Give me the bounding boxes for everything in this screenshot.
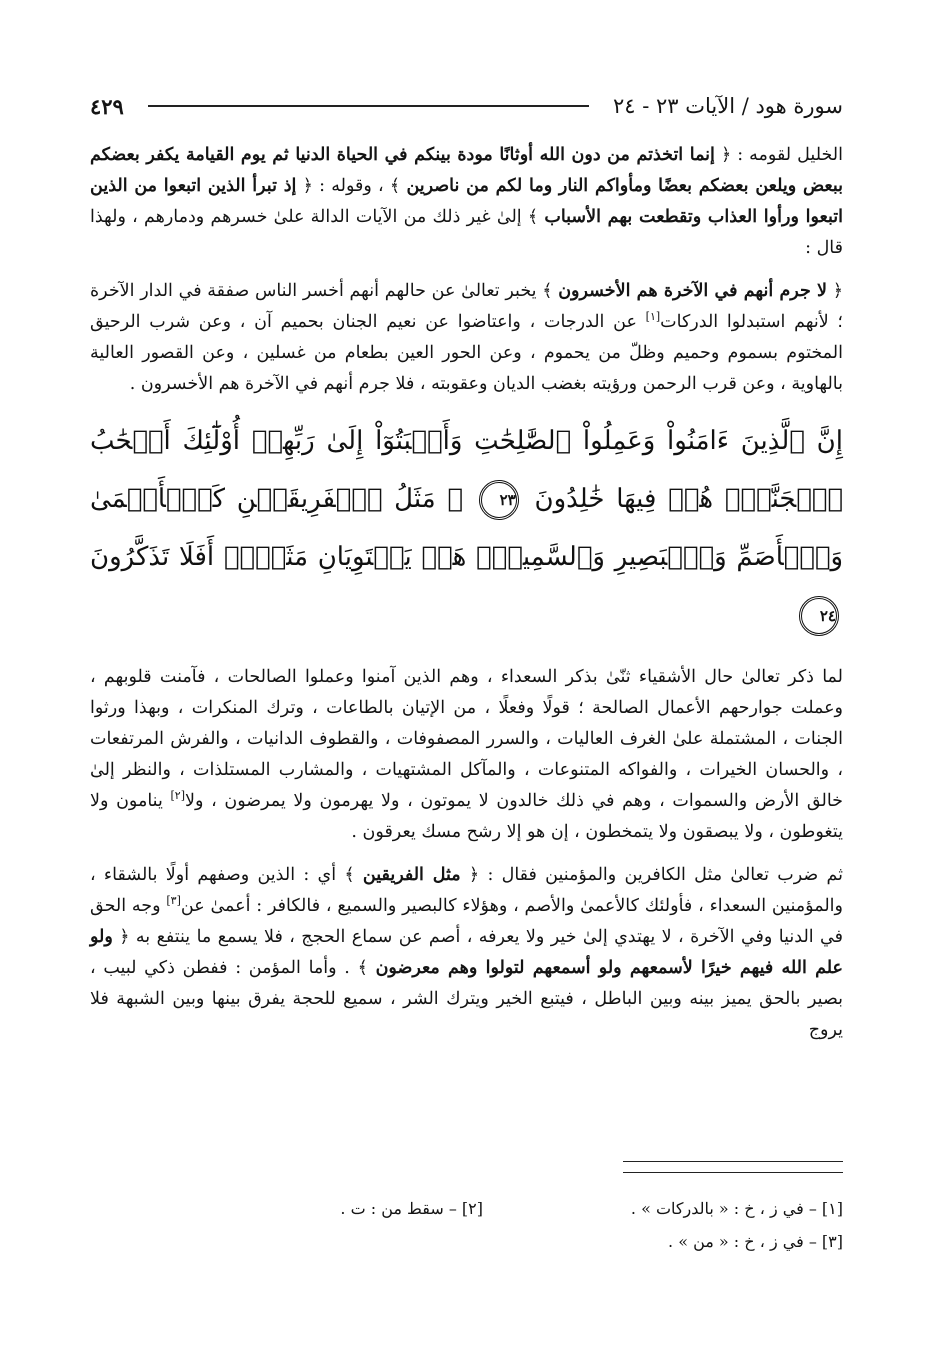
- paragraph-3: لما ذكر تعالىٰ حال الأشقياء ثنّىٰ بذكر السعداء ، وهم الذين آمنوا وعملوا الصالحات ، فآمنت قلوبهم ، وعملت جوارحهم الأعمال الصالحة ؛ قولًا وفعلًا ، من الإتيان بالطاعات ، وترك المنكرات ، وبهذا ورثوا الجنات ، المشتملة علىٰ الغرف العاليات ، والسرر المصفوفات ، والقطوف الدانيات ، والفرش المرتفعات ، والحسان الخيرات ، والفواكه المتنوعات ، والمآكل المشتهيات ، والمشارب المستلذات ، والنظر إلىٰ خالق الأرض والسموات ، وهم في ذلك خالدون لا يموتون ، ولا يهرمون ولا يمرضون ، ولا[٢] ينامون ولا يتغوطون ، ولا يبصقون ولا يتمخطون ، إن هو إلا رشح مسك يعرقون .: [90, 667, 844, 842]
- quran-verse: [90, 412, 843, 644]
- running-title: سورة هود / الآيات ٢٣ - ٢٤: [612, 94, 843, 118]
- page-number: ٤٢٩: [90, 93, 124, 119]
- footnote-3: [٣] – في ز ، خ : « من » .: [668, 1232, 843, 1251]
- verse-23-text: إِنَّ ٱلَّذِينَ ءَامَنُواْ وَعَمِلُواْ ٱلصَّٰلِحَٰتِ وَأَخۡبَتُوٓاْ إِلَىٰ رَبِّهِمۡ أُوْلَٰٓئِكَ أَصۡحَٰبُ ٱلۡجَنَّةِۖ هُمۡ فِيهَا خَٰلِدُونَ: [90, 426, 844, 514]
- verse-24-text: ۞ مَثَلُ ٱلۡفَرِيقَيۡنِ كَٱلۡأَعۡمَىٰ وَٱلۡأَصَمِّ وَٱلۡبَصِيرِ وَٱلسَّمِيعِۚ هَلۡ يَسۡتَوِيَانِ مَثَلًاۚ أَفَلَا تَذَكَّرُونَ: [90, 484, 843, 572]
- paragraph-4: ثم ضرب تعالىٰ مثل الكافرين والمؤمنين فقال : ﴿ مثل الفريقين ﴾ أي : الذين وصفهم أولًا بالشقاء ، والمؤمنين السعداء ، فأولئك كالأعمىٰ والأصم ، وهؤلاء كالبصير والسميع ، فالكافر : أعمىٰ عن[٣] وجه الحق في الدنيا وفي الآخرة ، لا يهتدي إلىٰ خير ولا يعرفه ، أصم عن سماع الحجج ، فلا يسمع ما ينتفع به ﴿ ولو علم الله فيهم خيرًا لأسمعهم ولو أسمعهم لتولوا وهم معرضون ﴾ . وأما المؤمن : ففطن ذكي لبيب ، بصير بالحق يميز بينه وبين الباطل ، فيتبع الخير ويترك الشر ، سميع للحجة يفرق بينها وبين الشبهة فلا يروج: [90, 865, 843, 1040]
- footnote-rule-2: [623, 1172, 843, 1173]
- footnote-1: [١] – في ز ، خ : « بالدركات » .: [630, 1199, 843, 1218]
- page-body: [90, 140, 843, 1058]
- footnote-2: [٢] – سقط من : ت .: [340, 1199, 483, 1218]
- paragraph-1: الخليل لقومه : ﴿ إنما اتخذتم من دون الله أوثانًا مودة بينكم في الحياة الدنيا ثم يوم القيامة يكفر بعضكم ببعض ويلعن بعضكم بعضًا ومأواكم النار وما لكم من ناصرين ﴾ ، وقوله : ﴿ إذ تبرأ الذين اتبعوا من الذين اتبعوا ورأوا العذاب وتقطعت بهم الأسباب ﴾ إلىٰ غير ذلك من الآيات الدالة علىٰ خسرهم ودمارهم ، ولهذا قال :: [90, 145, 843, 258]
- verse-number-23: ٢٣: [479, 480, 519, 520]
- verse-number-24: ٢٤: [799, 596, 839, 636]
- paragraph-2: ﴿ لا جرم أنهم في الآخرة هم الأخسرون ﴾ يخبر تعالىٰ عن حالهم أنهم أخسر الناس صفقة في الدار الآخرة ؛ لأنهم استبدلوا الدركات[١] عن الدرجات ، واعتاضوا عن نعيم الجنان بحميم آن ، وعن شرب الرحيق المختوم بسموم وحميم وظلّ من يحموم ، وعن الحور العين بطعام من غسلين ، وعن القصور العالية بالهاوية ، وعن قرب الرحمن ورؤيته بغضب الديان وعقوبته ، فلا جرم أنهم في الآخرة هم الأخسرون .: [90, 281, 843, 394]
- page-header: [90, 86, 843, 126]
- footnote-rule: [623, 1161, 843, 1162]
- header-rule: [148, 105, 589, 107]
- footnotes: [90, 1192, 843, 1258]
